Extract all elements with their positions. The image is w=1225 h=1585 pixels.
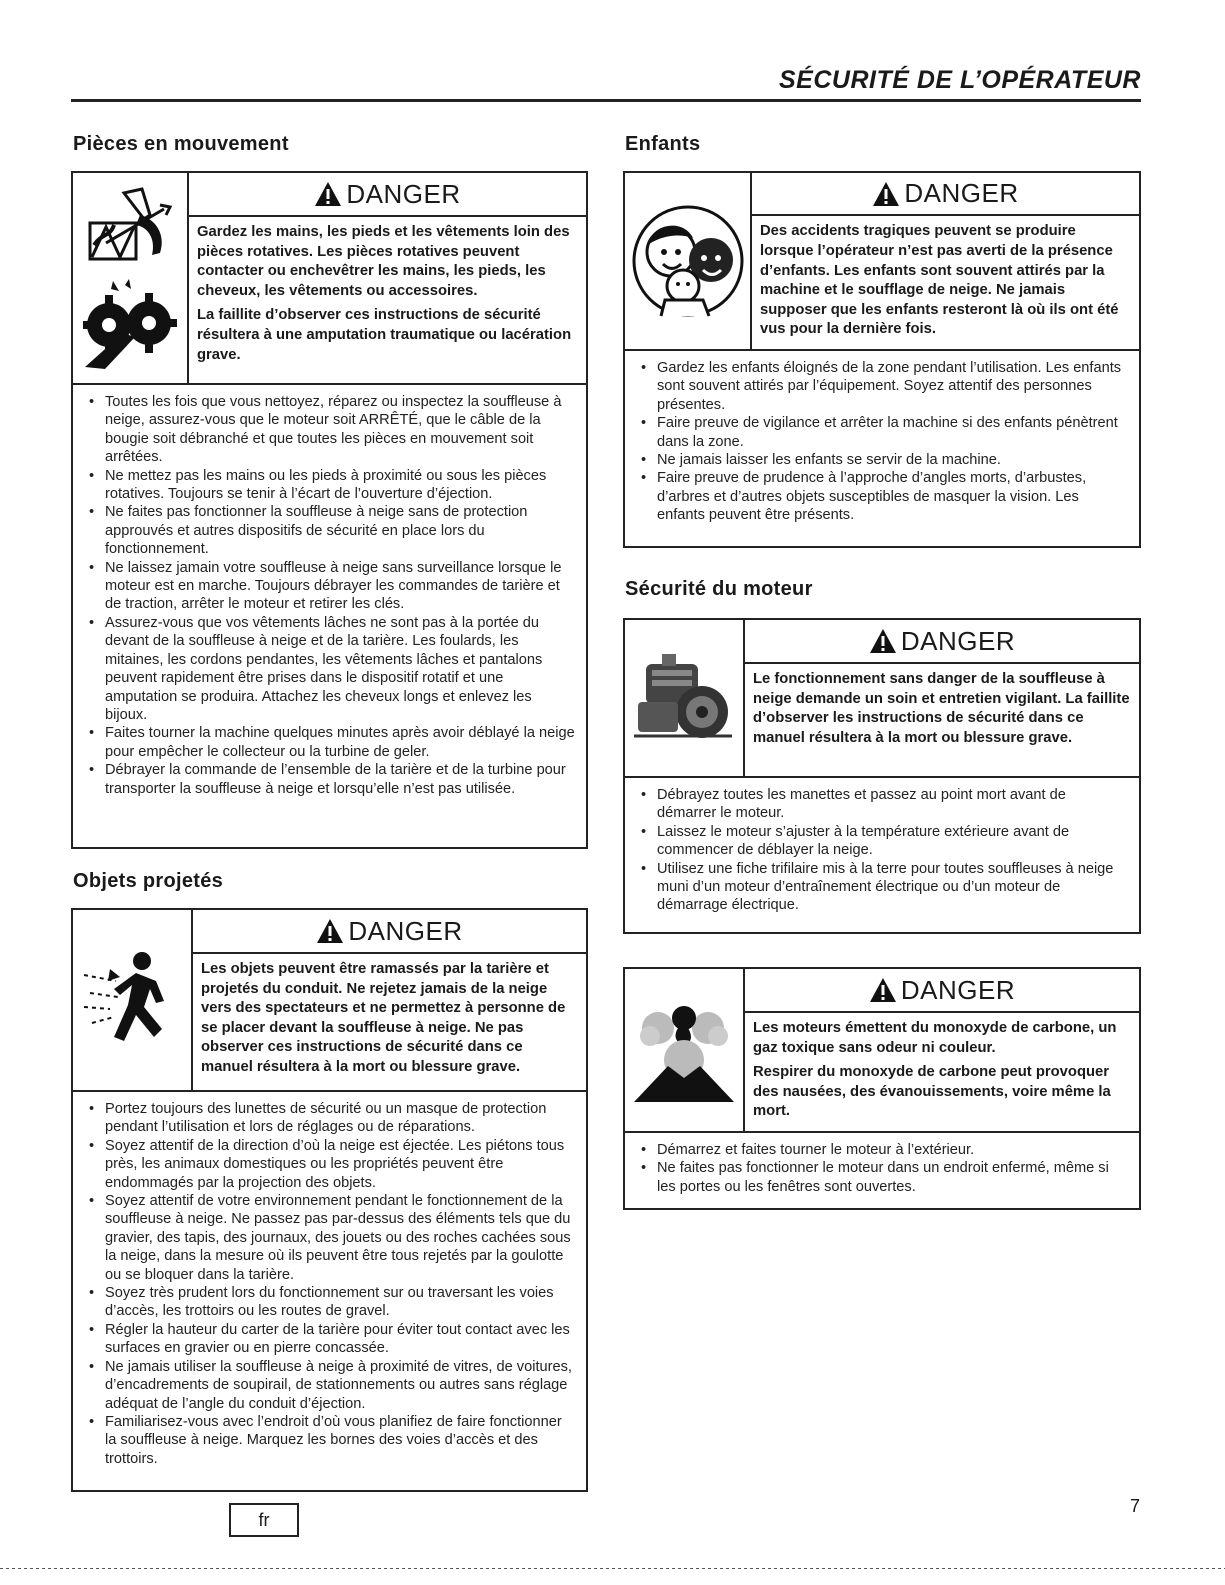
- thrown-objects-box: [71, 908, 588, 1492]
- list-item: • Faire preuve de vigilance et arrêter la machine si des enfants pénètrent dans la zone.: [639, 414, 1129, 451]
- list-item: • Soyez attentif de votre environnement pendant le fonctionnement de la souffleuse à neige. Ne passez pas par-dessus des éléments tels que du gravier, des tapis, des journaux, des jouets ou des roches cachées sous la neige, dans la mesure où ils peuvent être tous rejetés par la goulotte ou se bloquer dans la tarière.: [87, 1192, 576, 1284]
- list-item: • Débrayer la commande de l’ensemble de la tarière et de la turbine pour transporter la souffleuse à neige et lorsqu’elle n’est pas utilisée.: [87, 761, 576, 798]
- list-item: • Ne faites pas fonctionner la souffleuse à neige sans de protection approuvés et autres dispositifs de sécurité en place lors du fonctionnement.: [87, 503, 576, 558]
- danger-label: DANGER: [348, 915, 463, 946]
- engine-safety-bullet-list: [625, 778, 1139, 921]
- engine-safety-heading: Sécurité du moteur: [625, 578, 813, 600]
- engine-icon: [632, 646, 736, 750]
- warning-triangle-icon: [872, 181, 900, 207]
- thrown-objects-heading: Objets projetés: [73, 870, 224, 892]
- language-indicator: fr: [229, 1503, 299, 1537]
- list-item: • Ne jamais laisser les enfants se servir de la machine.: [639, 451, 1129, 469]
- list-item: • Laissez le moteur s’ajuster à la température extérieure avant de commencer de déblayer la neige.: [639, 823, 1129, 860]
- warning-triangle-icon: [316, 918, 344, 944]
- page-number: 7: [1130, 1496, 1141, 1516]
- list-item: • Ne mettez pas les mains ou les pieds à proximité ou sous les pièces rotatives. Toujours se tenir à l’écart de l’ouverture d’éjection.: [87, 467, 576, 504]
- moving-parts-box: [71, 171, 588, 849]
- carbon-monoxide-poisoning-icon: [632, 994, 736, 1106]
- list-item: • Gardez les enfants éloignés de la zone pendant l’utilisation. Les enfants sont souvent attirés par l’équipement. Soyez attentif des personnes présentes.: [639, 359, 1129, 414]
- children-pictograms: [625, 173, 752, 349]
- children-danger-header: [752, 173, 1139, 216]
- carbon-monoxide-pictograms: [625, 969, 745, 1131]
- list-item: • Démarrez et faites tourner le moteur à l’extérieur.: [639, 1141, 1129, 1159]
- list-item: • Assurez-vous que vos vêtements lâches ne sont pas à la portée du devant de la souffleuse à neige et de la tarière. Les foulards, les mitaines, les cordons pendantes, les vêtements lâches et pantalons peuvent rapidement être prises dans le dispositif rotatif et une amputation se produira. Attachez les cheveux longs et enlevez les bijoux.: [87, 614, 576, 724]
- children-bullet-list: [625, 351, 1139, 531]
- danger-label: DANGER: [900, 974, 1016, 1005]
- danger-label: DANGER: [900, 625, 1016, 656]
- gear-entanglement-icon: [83, 275, 177, 371]
- carbon-monoxide-danger-text-1: Les moteurs émettent du monoxyde de carbone, un gaz toxique sans odeur ni couleur.: [753, 1020, 1117, 1056]
- engine-safety-pictograms: [625, 620, 745, 776]
- list-item: • Soyez très prudent lors du fonctionnement sur ou traversant les voies d’accès, les trottoirs ou les routes de gravel.: [87, 1284, 576, 1321]
- children-danger-text: Des accidents tragiques peuvent se produire lorsque l’opérateur n’est pas averti de la présence d’enfants. Les enfants sont souvent attirés par la machine et le soufflage de neige. Ne jamais supposer que les enfants resteront là où ils ont été vus pour la dernière fois.: [760, 223, 1119, 338]
- carbon-monoxide-danger-text-2: Respirer du monoxyde de carbone peut provoquer des nausées, des évanouissements, voire même la mort.: [753, 1064, 1111, 1120]
- children-box: [623, 171, 1141, 548]
- bottom-rule: [0, 1568, 1225, 1569]
- warning-triangle-icon: [314, 181, 342, 207]
- thrown-objects-bullet-list: [73, 1092, 586, 1474]
- engine-safety-danger-text: Le fonctionnement sans danger de la souffleuse à neige demande un soin et entretien vigilant. La faillite d’observer les instructions de sécurité dans ce manuel résultera à la mort ou blessure grave.: [753, 671, 1130, 746]
- snowblower-hand-hazard-icon: [84, 185, 176, 267]
- thrown-objects-danger-text: Les objets peuvent être ramassés par la tarière et projetés du conduit. Ne rejetez jamais de la neige vers des spectateurs et ne permettez à personne de se placer devant la souffleuse à neige. Ne pas observer ces instructions de sécurité dans ce manuel résultera à la mort ou blessure grave.: [201, 961, 566, 1075]
- list-item: • Portez toujours des lunettes de sécurité ou un masque de protection pendant l’utilisation et lors de réglages ou de réparations.: [87, 1100, 576, 1137]
- list-item: • Ne jamais utiliser la souffleuse à neige à proximité de vitres, de voitures, d’encadrements de soupirail, de stationnements ou autres sans réglage adéquat de l’angle du conduit d’éjection.: [87, 1358, 576, 1413]
- engine-safety-danger-header: [745, 620, 1139, 664]
- warning-triangle-icon: [869, 628, 897, 654]
- list-item: • Soyez attentif de la direction d’où la neige est éjectée. Les piétons tous près, les animaux domestiques ou les propriétés peuvent être endommagés par la projection des objets.: [87, 1137, 576, 1192]
- list-item: • Faites tourner la machine quelques minutes après avoir déblayé la neige pour empêcher le collecteur ou la turbine de geler.: [87, 724, 576, 761]
- moving-parts-bullet-list: [73, 385, 586, 804]
- warning-triangle-icon: [869, 977, 897, 1003]
- header-rule: [71, 99, 1141, 102]
- children-heading: Enfants: [625, 133, 701, 155]
- moving-parts-heading: Pièces en mouvement: [73, 133, 289, 155]
- page-header-title: SÉCURITÉ DE L’OPÉRATEUR: [779, 66, 1141, 94]
- thrown-objects-person-icon: [80, 945, 184, 1055]
- list-item: • Débrayez toutes les manettes et passez au point mort avant de démarrer le moteur.: [639, 786, 1129, 823]
- danger-label: DANGER: [346, 178, 461, 209]
- list-item: • Régler la hauteur du carter de la tarière pour éviter tout contact avec les surfaces en gravier ou en pierre concassée.: [87, 1321, 576, 1358]
- moving-parts-danger-header: [189, 173, 586, 217]
- moving-parts-danger-text-2: La faillite d’observer ces instructions de sécurité résultera à une amputation traumatique ou lacération grave.: [197, 307, 572, 363]
- carbon-monoxide-danger-header: [745, 969, 1139, 1013]
- carbon-monoxide-bullet-list: [625, 1133, 1139, 1202]
- list-item: • Toutes les fois que vous nettoyez, réparez ou inspectez la souffleuse à neige, assurez-vous que le moteur soit ARRÊTÉ, que le câble de la bougie soit débranché et que toutes les pièces en mouvement soit arrêtées.: [87, 393, 576, 467]
- list-item: • Ne faites pas fonctionner le moteur dans un endroit enfermé, même si les portes ou les fenêtres sont ouvertes.: [639, 1159, 1129, 1196]
- carbon-monoxide-box: [623, 967, 1141, 1210]
- children-faces-icon: [631, 204, 745, 318]
- moving-parts-danger-text-1: Gardez les mains, les pieds et les vêtements loin des pièces rotatives. Les pièces rotatives peuvent contacter ou enchevêtrer les mains, les pieds, les cheveux, les vêtements ou accessoires.: [197, 224, 570, 299]
- moving-parts-pictograms: [73, 173, 189, 383]
- danger-label: DANGER: [904, 178, 1019, 209]
- engine-safety-box: [623, 618, 1141, 934]
- list-item: • Ne laissez jamain votre souffleuse à neige sans surveillance lorsque le moteur est en marche. Toujours débrayer les commandes de tarière et de traction, arrêter le moteur et retirer les clés.: [87, 559, 576, 614]
- thrown-objects-pictograms: [73, 910, 193, 1090]
- thrown-objects-danger-header: [193, 910, 586, 954]
- list-item: • Utilisez une fiche trifilaire mis à la terre pour toutes souffleuses à neige muni d’un moteur d’entraînement électrique ou d’un moteur de démarrage électrique.: [639, 860, 1129, 915]
- list-item: • Faire preuve de prudence à l’approche d’angles morts, d’arbustes, d’arbres et d’autres objets susceptibles de masquer la vision. Les enfants peuvent être présents.: [639, 469, 1129, 524]
- list-item: • Familiarisez-vous avec l’endroit d’où vous planifiez de faire fonctionner la souffleuse à neige. Marquez les bornes des voies d’accès et des trottoirs.: [87, 1413, 576, 1468]
